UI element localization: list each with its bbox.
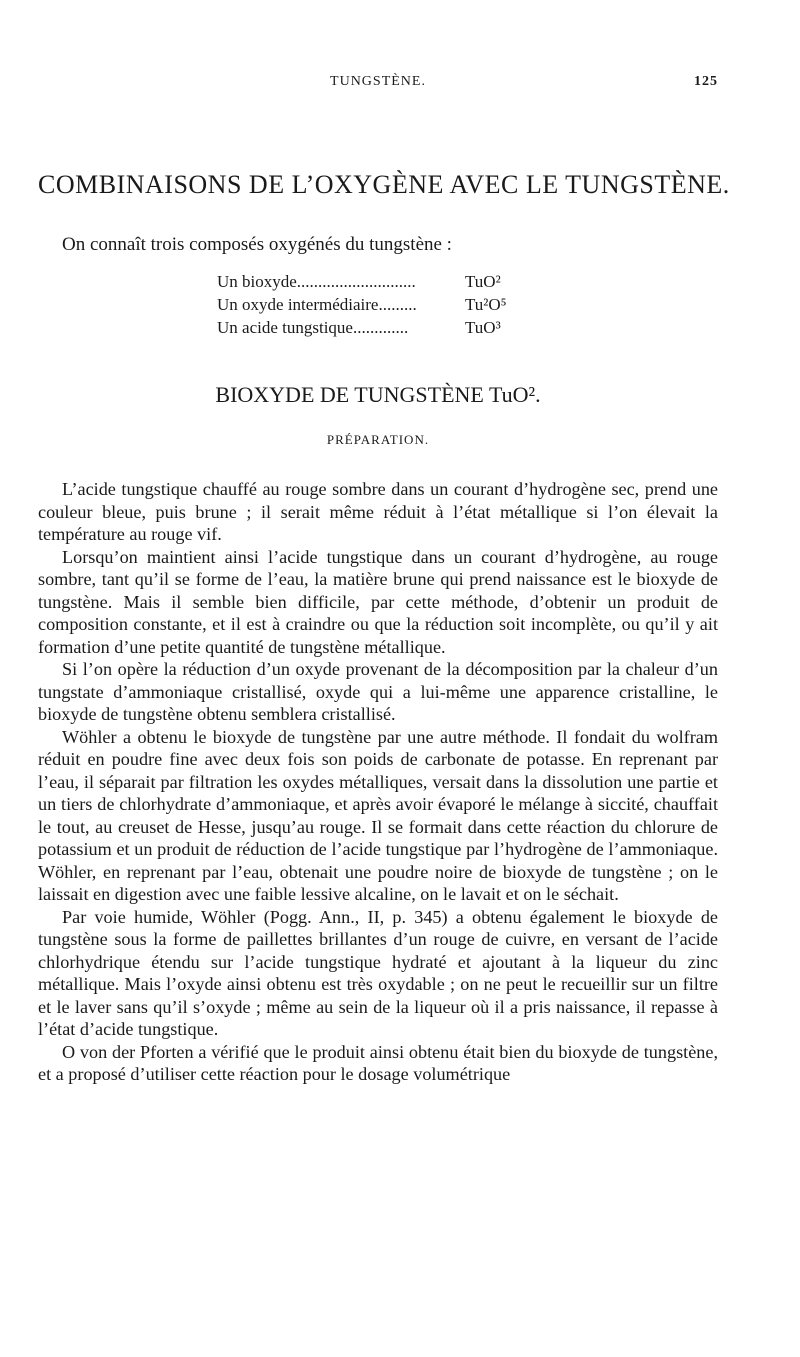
- paragraph: Wöhler a obtenu le bioxyde de tungstène par une autre méthode. Il fondait du wolfram réduit en poudre fine avec deux fois son poids de carbonate de potasse. En reprenant par l’eau, il séparait par filtration les oxydes métalliques, versait dans la dissolution une partie et un tiers de chlorhydrate d’ammoniaque, et après avoir évaporé le mélange à siccité, chauffait le tout, au creuset de Hesse, jusqu’au rouge. Il se formait dans cette réaction du chlorure de potassium et un produit de réduction de l’acide tungstique par l’hydrogène de l’ammoniaque. Wöhler, en reprenant par l’eau, obtenait une poudre noire de bioxyde de tungstène ; on le laissait en digestion avec une faible lessive alcaline, on le lavait et on le séchait.: [38, 726, 718, 904]
- running-head: [38, 74, 718, 94]
- compound-row: [217, 272, 557, 295]
- chapter-title: COMBINAISONS DE L’OXYGÈNE AVEC LE TUNGSTÈNE.: [38, 170, 730, 199]
- page-number: 125: [694, 74, 718, 89]
- body-text: [38, 478, 718, 1086]
- compound-formula: TuO²: [465, 272, 501, 291]
- subsection-title: PRÉPARATION.: [326, 432, 430, 447]
- section-title: BIOXYDE DE TUNGSTÈNE TuO².: [215, 382, 541, 407]
- intro-sentence: On connaît trois composés oxygénés du tungstène :: [62, 234, 452, 255]
- paragraph: O von der Pforten a vérifié que le produit ainsi obtenu était bien du bioxyde de tungstène, et a proposé d’utiliser cette réaction pour le dosage volumétrique: [38, 1041, 718, 1084]
- compound-formula: TuO³: [465, 318, 501, 337]
- compound-name: Un acide tungstique.............: [217, 318, 409, 337]
- running-title: TUNGSTÈNE.: [330, 74, 426, 89]
- compound-name: Un bioxyde............................: [217, 272, 416, 291]
- paragraph: Lorsqu’on maintient ainsi l’acide tungstique dans un courant d’hydrogène, au rouge sombre, tant qu’il se forme de l’eau, la matière brune qui prend naissance est le bioxyde de tungstène. Mais il semble bien difficile, par cette méthode, d’obtenir un produit de composition constante, et il est à craindre ou que la réduction soit incomplète, ou qu’il y ait formation d’une petite quantité de tungstène métallique.: [38, 546, 718, 657]
- paragraph: L’acide tungstique chauffé au rouge sombre dans un courant d’hydrogène sec, prend une couleur bleue, puis brune ; il serait même réduit à l’état métallique si l’on élevait la température au rouge vif.: [38, 479, 718, 544]
- compound-row: [217, 295, 557, 318]
- paragraph: Par voie humide, Wöhler (Pogg. Ann., II, p. 345) a obtenu également le bioxyde de tungstène sous la forme de paillettes brillantes d’un rouge de cuivre, en versant de l’acide chlorhydrique étendu sur l’acide tungstique hydraté et ajoutant à la liqueur du zinc métallique. Mais l’oxyde ainsi obtenu est très oxydable ; on ne peut le recueillir sur un filtre et le laver sans qu’il s’oxyde ; même au sein de la liqueur où il a pris naissance, il repasse à l’état d’acide tungstique.: [38, 906, 718, 1039]
- compound-name: Un oxyde intermédiaire.........: [217, 295, 417, 314]
- compounds-list: [217, 272, 557, 341]
- compound-formula: Tu²O⁵: [465, 295, 507, 314]
- book-page: [38, 0, 730, 1357]
- paragraph: Si l’on opère la réduction d’un oxyde provenant de la décomposition par la chaleur d’un tungstate d’ammoniaque cristallisé, oxyde qui a lui-même une apparence cristalline, le bioxyde de tungstène obtenu semblera cristallisé.: [38, 659, 718, 724]
- compound-row: [217, 318, 557, 341]
